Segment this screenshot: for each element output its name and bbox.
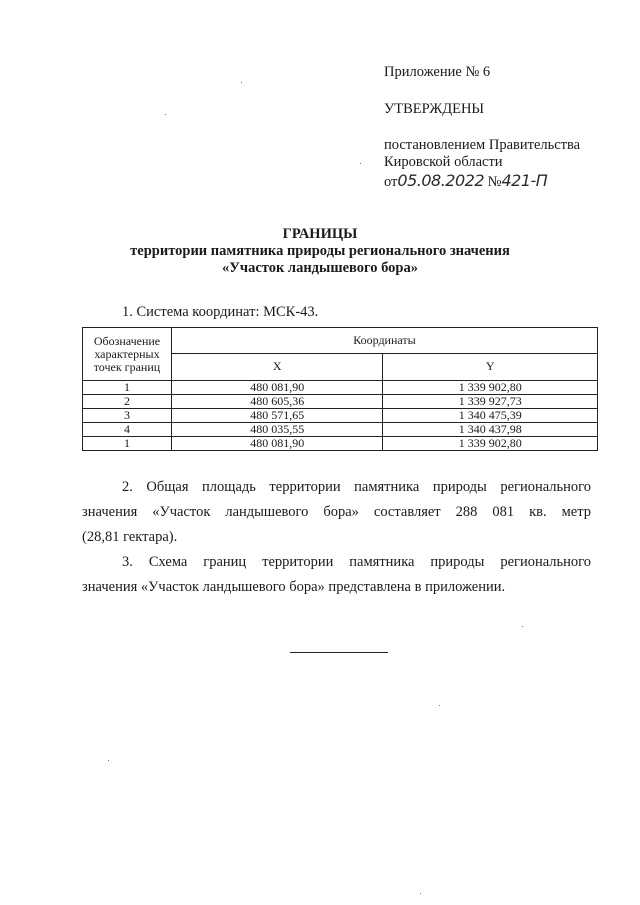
cell-x: 480 081,90: [171, 381, 383, 395]
date-prefix: от: [384, 174, 398, 190]
header-x: X: [171, 353, 383, 380]
table-row: [83, 423, 598, 437]
number-prefix: №: [487, 174, 502, 190]
title-line-2: территории памятника природы регионального значения: [130, 243, 510, 259]
end-separator-line: [290, 652, 388, 653]
cell-point: 1: [83, 437, 172, 451]
scan-speck: [241, 82, 242, 83]
cell-x: 480 605,36: [171, 395, 383, 409]
cell-x: 480 081,90: [171, 437, 383, 451]
title-line-3: «Участок ландышевого бора»: [222, 260, 418, 276]
scan-speck: [360, 163, 361, 164]
table-row: [83, 409, 598, 423]
cell-point: 1: [83, 381, 172, 395]
cell-x: 480 035,55: [171, 423, 383, 437]
header-points: Обозначение характерных точек границ: [83, 328, 172, 381]
cell-point: 4: [83, 423, 172, 437]
scan-speck: [522, 626, 523, 627]
scan-speck: [108, 760, 109, 761]
approval-block: [384, 64, 624, 191]
decree-date-line: [384, 172, 624, 191]
header-coordinates: Координаты: [171, 328, 597, 354]
document-title: [0, 226, 640, 277]
section-2-area: [82, 475, 591, 550]
cell-point: 3: [83, 409, 172, 423]
cell-y: 1 339 902,80: [383, 437, 598, 451]
cell-x: 480 571,65: [171, 409, 383, 423]
header-y: Y: [383, 353, 598, 380]
table-row: [83, 437, 598, 451]
section-3-line-2: значения «Участок ландышевого бора» представлена в приложении.: [82, 579, 506, 595]
cell-y: 1 340 475,39: [383, 409, 598, 423]
table-row: [83, 395, 598, 409]
section-2-line-1: 2. Общая площадь территории памятника природы регионального: [122, 479, 591, 495]
cell-y: 1 339 902,80: [383, 381, 598, 395]
decree-line-1: постановлением Правительства: [384, 137, 581, 153]
cell-y: 1 340 437,98: [383, 423, 598, 437]
appendix-label: Приложение № 6: [384, 64, 491, 80]
decree-line-2: Кировской области: [384, 154, 503, 170]
cell-y: 1 339 927,73: [383, 395, 598, 409]
approved-label: УТВЕРЖДЕНЫ: [384, 101, 485, 117]
cell-point: 2: [83, 395, 172, 409]
scan-speck: [420, 893, 421, 894]
section-3-line-1: 3. Схема границ территории памятника природы регионального: [122, 554, 591, 570]
section-1-coordinate-system: 1. Система координат: МСК-43.: [122, 304, 319, 320]
section-3-scheme: [82, 550, 591, 600]
title-line-1: ГРАНИЦЫ: [282, 226, 358, 242]
coordinates-table: [82, 327, 598, 451]
section-2-line-2: значения «Участок ландышевого бора» составляет 288 081 кв. метр: [82, 504, 591, 520]
scan-speck: [165, 114, 166, 115]
section-2-line-3: (28,81 гектара).: [82, 529, 178, 545]
handwritten-date: 05.08.2022: [397, 171, 485, 190]
table-row: [83, 381, 598, 395]
handwritten-number: 421-П: [501, 171, 548, 190]
scan-speck: [439, 705, 440, 706]
